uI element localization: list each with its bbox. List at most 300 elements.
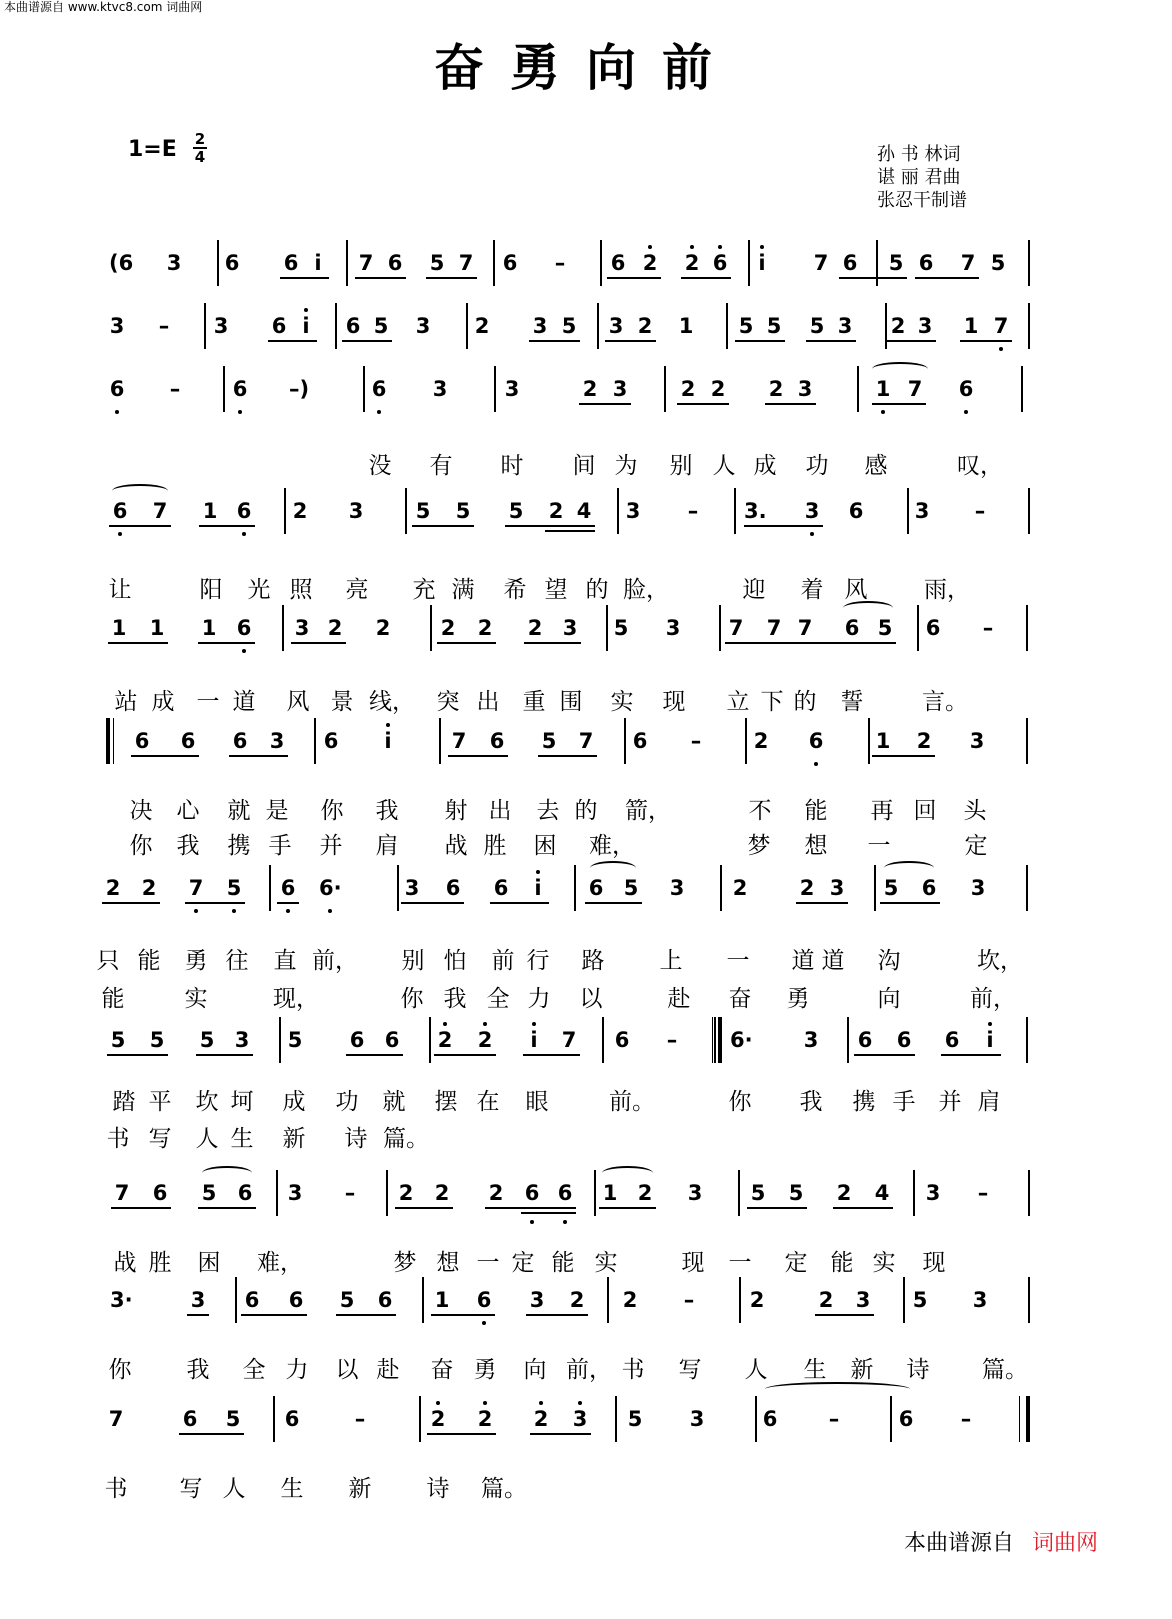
octave-down-dot bbox=[242, 532, 246, 536]
note bbox=[675, 313, 697, 339]
beat-underline bbox=[941, 1054, 1001, 1056]
note bbox=[610, 615, 632, 641]
note-digit: 4 bbox=[576, 499, 592, 523]
time-numerator: 2 bbox=[194, 130, 206, 148]
repeat-start-barline bbox=[106, 718, 110, 764]
note bbox=[131, 728, 153, 754]
note-digit: 6 bbox=[921, 876, 937, 900]
lyric-char: 实 bbox=[610, 689, 634, 715]
lyric-char: 携 bbox=[852, 1089, 876, 1115]
beat-underline bbox=[530, 1433, 591, 1435]
lyric-char: 雨， bbox=[924, 577, 970, 603]
note bbox=[431, 1180, 453, 1206]
note bbox=[549, 250, 571, 276]
lyric-char: 摆 bbox=[434, 1089, 458, 1115]
note-digit: 2 bbox=[477, 616, 493, 640]
note bbox=[915, 250, 937, 276]
note bbox=[852, 1287, 874, 1313]
note-digit: – bbox=[158, 314, 170, 338]
note-digit: – bbox=[554, 251, 566, 275]
beat-underline bbox=[524, 642, 581, 644]
note bbox=[967, 875, 989, 901]
lyric-char: 在 bbox=[476, 1089, 500, 1115]
note bbox=[559, 615, 581, 641]
lyric-char: 现 bbox=[681, 1250, 705, 1276]
lyric-char: 回 bbox=[913, 798, 937, 824]
lyric-char: 一 bbox=[726, 948, 750, 974]
bar-line bbox=[664, 366, 666, 412]
beat-underline bbox=[431, 1314, 495, 1316]
note-digit: 5 bbox=[883, 876, 899, 900]
lyric-char: 一 bbox=[196, 689, 220, 715]
lyric-char: 往 bbox=[225, 948, 249, 974]
lyric-char: 不 bbox=[748, 798, 772, 824]
bar-line bbox=[847, 1017, 849, 1063]
lyric-char: 前， bbox=[566, 1357, 612, 1383]
note-digit: 6 bbox=[610, 251, 626, 275]
beat-underline bbox=[607, 277, 661, 279]
beat-underline bbox=[545, 530, 595, 532]
bar-line bbox=[857, 366, 859, 412]
note bbox=[796, 875, 818, 901]
octave-up-dot bbox=[304, 308, 308, 312]
note-digit: 6 bbox=[898, 1407, 914, 1431]
note-digit: 2 bbox=[732, 876, 748, 900]
lyric-char-verse2: 你 bbox=[400, 986, 424, 1012]
note bbox=[210, 313, 232, 339]
note bbox=[966, 728, 988, 754]
note-digit: 2 bbox=[582, 377, 598, 401]
note bbox=[751, 250, 773, 276]
note bbox=[355, 250, 377, 276]
note bbox=[233, 498, 255, 524]
beat-underline bbox=[395, 1207, 453, 1209]
note bbox=[639, 250, 661, 276]
note-digit: 1 bbox=[963, 314, 979, 338]
lyric-char: 能 bbox=[137, 948, 161, 974]
beat-underline bbox=[915, 277, 979, 279]
lyric-char: 迎 bbox=[742, 577, 766, 603]
bar-line bbox=[597, 303, 599, 349]
note-digit: 6 bbox=[280, 876, 296, 900]
note-digit: – bbox=[169, 377, 181, 401]
note-digit: 4 bbox=[874, 1181, 890, 1205]
beat-underline bbox=[735, 340, 785, 342]
note-digit: 6 bbox=[844, 616, 860, 640]
lyric-char-verse2: 我 bbox=[443, 986, 467, 1012]
lyric-char: 重 bbox=[522, 689, 546, 715]
note-digit: 5 bbox=[226, 876, 242, 900]
beat-underline bbox=[872, 403, 926, 405]
note-digit: 6 bbox=[109, 377, 125, 401]
note bbox=[913, 728, 935, 754]
beat-underline bbox=[342, 340, 392, 342]
octave-down-dot bbox=[881, 410, 885, 414]
lyric-char: 脸， bbox=[623, 577, 669, 603]
bar-line bbox=[422, 1277, 424, 1323]
note bbox=[684, 1180, 706, 1206]
lyric-char-verse2: 一 bbox=[867, 833, 891, 859]
lyric-char: 功 bbox=[335, 1089, 359, 1115]
bar-line bbox=[276, 1170, 278, 1216]
bar-line bbox=[1028, 488, 1030, 534]
note bbox=[682, 498, 704, 524]
note-digit: i bbox=[986, 1028, 994, 1052]
lyric-char: 道 bbox=[821, 948, 845, 974]
note-digit: 6 bbox=[283, 251, 299, 275]
beat-underline bbox=[747, 1207, 807, 1209]
note bbox=[289, 498, 311, 524]
beat-underline bbox=[505, 525, 595, 527]
note-digit: 6 bbox=[502, 251, 518, 275]
beat-underline bbox=[872, 755, 935, 757]
note-digit: 2 bbox=[890, 314, 906, 338]
note bbox=[523, 1027, 545, 1053]
lyric-char: 生 bbox=[280, 1476, 304, 1502]
note bbox=[960, 313, 982, 339]
beat-underline bbox=[887, 340, 936, 342]
lyric-char-verse2: 困 bbox=[533, 833, 557, 859]
lyric-char: 能 bbox=[830, 1250, 854, 1276]
note bbox=[806, 313, 828, 339]
note bbox=[909, 1287, 931, 1313]
note-digit: 7 bbox=[813, 251, 829, 275]
lyric-char: 充 bbox=[412, 577, 436, 603]
note bbox=[681, 250, 703, 276]
bar-line bbox=[493, 240, 495, 286]
note-digit: 5 bbox=[149, 1028, 165, 1052]
note-digit: 7 bbox=[578, 729, 594, 753]
beat-underline bbox=[187, 1314, 209, 1316]
lyric-char: 肩 bbox=[977, 1089, 1001, 1115]
note-digit: 2 bbox=[548, 499, 564, 523]
note-digit: 6 bbox=[958, 377, 974, 401]
lyric-char-verse2: 勇 bbox=[786, 986, 810, 1012]
note-digit: 5 bbox=[788, 1181, 804, 1205]
lyric-char-verse2: 能 bbox=[101, 986, 125, 1012]
note bbox=[521, 1180, 543, 1206]
lyric-char: 出 bbox=[488, 798, 512, 824]
note bbox=[345, 498, 367, 524]
note bbox=[455, 250, 477, 276]
beat-underline bbox=[529, 340, 580, 342]
bar-line bbox=[720, 865, 722, 911]
lyric-char: 书 bbox=[104, 1476, 128, 1502]
bar-line bbox=[1026, 718, 1028, 764]
note-digit: 3 bbox=[665, 616, 681, 640]
note-digit: 6 bbox=[557, 1181, 573, 1205]
lyric-char: 突 bbox=[436, 689, 460, 715]
note bbox=[223, 875, 245, 901]
lyric-char: 前 bbox=[491, 948, 515, 974]
beat-underline bbox=[437, 642, 496, 644]
note bbox=[841, 615, 863, 641]
lyric-char: 眼 bbox=[525, 1089, 549, 1115]
note-digit: 1 bbox=[434, 1288, 450, 1312]
note bbox=[199, 498, 221, 524]
note bbox=[284, 1027, 306, 1053]
note-digit: 1 bbox=[678, 314, 694, 338]
note-digit: 3 bbox=[972, 1288, 988, 1312]
lyric-char: 手 bbox=[892, 1089, 916, 1115]
note bbox=[372, 615, 394, 641]
note-digit: – bbox=[974, 499, 986, 523]
note bbox=[558, 313, 580, 339]
note bbox=[661, 1027, 683, 1053]
note bbox=[624, 1406, 646, 1432]
lyric-char: 成 bbox=[282, 1089, 306, 1115]
note-digit: 5 bbox=[912, 1288, 928, 1312]
bar-line bbox=[269, 865, 271, 911]
bar-line bbox=[466, 303, 468, 349]
bar-line bbox=[885, 303, 887, 349]
lyric-char: 写 bbox=[179, 1476, 203, 1502]
bar-line bbox=[748, 240, 750, 286]
note-digit: 5 bbox=[201, 1181, 217, 1205]
note-digit: (6 bbox=[109, 251, 134, 275]
lyric-char: 是 bbox=[265, 798, 289, 824]
lyric-char-verse2: 生 bbox=[230, 1126, 254, 1152]
lyric-char: 我 bbox=[186, 1357, 210, 1383]
octave-down-dot bbox=[232, 909, 236, 913]
note-digit: 2 bbox=[684, 251, 700, 275]
note-digit: 7 bbox=[797, 616, 813, 640]
octave-down-dot bbox=[286, 909, 290, 913]
source-text: 本曲谱源自 bbox=[904, 1531, 1015, 1556]
note bbox=[566, 1287, 588, 1313]
note bbox=[763, 615, 785, 641]
note-digit: 3 bbox=[572, 1407, 588, 1431]
octave-up-dot bbox=[988, 1022, 992, 1026]
note bbox=[904, 376, 926, 402]
lyric-char: 力 bbox=[285, 1357, 309, 1383]
note bbox=[106, 376, 128, 402]
lyric-char-verse2: 向 bbox=[877, 986, 901, 1012]
note bbox=[442, 875, 464, 901]
note bbox=[810, 250, 832, 276]
note bbox=[164, 376, 186, 402]
octave-down-dot bbox=[530, 1220, 534, 1224]
note-digit: 3 bbox=[829, 876, 845, 900]
note bbox=[146, 1027, 168, 1053]
bar-line bbox=[494, 366, 496, 412]
lyric-char: 你 bbox=[108, 1357, 132, 1383]
note-digit: 6 bbox=[182, 1407, 198, 1431]
note-digit: i bbox=[530, 1028, 538, 1052]
lyric-char: 头 bbox=[963, 798, 987, 824]
note bbox=[490, 875, 512, 901]
lyric-char: 定 bbox=[784, 1250, 808, 1276]
note bbox=[370, 313, 392, 339]
lyric-char-verse2: 奋 bbox=[728, 986, 752, 1012]
note-digit: 6 bbox=[224, 251, 240, 275]
lyric-char: 感 bbox=[864, 453, 888, 479]
bar-line bbox=[600, 240, 602, 286]
slur-tie bbox=[884, 861, 934, 875]
note-digit: 3 bbox=[234, 1028, 250, 1052]
lyric-char: 道 bbox=[791, 948, 815, 974]
note-digit: 5 bbox=[339, 1288, 355, 1312]
lyric-char: 希 bbox=[503, 577, 527, 603]
note-digit: 6 bbox=[244, 1288, 260, 1312]
note-digit: 6 bbox=[896, 1028, 912, 1052]
beat-underline bbox=[229, 755, 288, 757]
note bbox=[611, 1027, 633, 1053]
note bbox=[893, 1027, 915, 1053]
note-digit: 6 bbox=[476, 1288, 492, 1312]
lyric-char-verse2: 手 bbox=[268, 833, 292, 859]
note bbox=[579, 376, 601, 402]
lyric-char-verse2: 定 bbox=[964, 833, 988, 859]
octave-up-dot bbox=[718, 245, 722, 249]
bar-line bbox=[284, 488, 286, 534]
note bbox=[729, 875, 751, 901]
note bbox=[972, 1180, 994, 1206]
note-digit: 1 bbox=[202, 499, 218, 523]
note-digit: 3 bbox=[625, 499, 641, 523]
lyric-char-verse2: 力 bbox=[527, 986, 551, 1012]
note bbox=[619, 1287, 641, 1313]
time-signature bbox=[192, 131, 208, 165]
lyric-char: 言。 bbox=[922, 689, 968, 715]
beat-underline bbox=[198, 642, 255, 644]
note bbox=[452, 498, 474, 524]
note bbox=[872, 728, 894, 754]
note-digit: 3 bbox=[504, 377, 520, 401]
lyric-char: 困 bbox=[197, 1250, 221, 1276]
note-digit: 2 bbox=[916, 729, 932, 753]
note-digit: 2 bbox=[105, 876, 121, 900]
bar-line bbox=[876, 240, 878, 286]
note bbox=[108, 615, 130, 641]
note-digit: 5 bbox=[455, 499, 471, 523]
octave-up-dot bbox=[536, 870, 540, 874]
lyric-char: 现 bbox=[922, 1250, 946, 1276]
lyric-char: 成 bbox=[151, 689, 175, 715]
note bbox=[801, 498, 823, 524]
lyric-char: 篇。 bbox=[982, 1357, 1028, 1383]
note bbox=[339, 1180, 361, 1206]
bar-line bbox=[335, 303, 337, 349]
note bbox=[229, 728, 251, 754]
note bbox=[474, 615, 496, 641]
lyric-char: 人 bbox=[222, 1476, 246, 1502]
lyric-char: 新 bbox=[348, 1476, 372, 1502]
note-digit: 2 bbox=[375, 616, 391, 640]
note-digit: 6 bbox=[232, 729, 248, 753]
repeat-end-barline bbox=[718, 1017, 722, 1063]
octave-down-dot bbox=[814, 762, 818, 766]
beat-underline bbox=[198, 1207, 256, 1209]
note bbox=[763, 313, 785, 339]
lyric-char: 篇。 bbox=[481, 1476, 527, 1502]
lyric-char: 勇 bbox=[184, 948, 208, 974]
note-digit: 7 bbox=[358, 251, 374, 275]
octave-down-dot bbox=[377, 410, 381, 414]
beat-underline bbox=[196, 1054, 253, 1056]
lyric-char: 坎 bbox=[195, 1089, 219, 1115]
note bbox=[342, 313, 364, 339]
note bbox=[529, 313, 551, 339]
note-digit: 2 bbox=[527, 616, 543, 640]
note bbox=[609, 376, 631, 402]
slur-tie bbox=[112, 484, 168, 498]
note-digit: 2 bbox=[680, 377, 696, 401]
note bbox=[599, 1180, 621, 1206]
slur-tie bbox=[872, 362, 928, 376]
source-watermark-bottom bbox=[904, 1530, 1098, 1558]
note-digit: 5 bbox=[508, 499, 524, 523]
note bbox=[545, 498, 567, 524]
credit-transcriber: 张忍干制谱 bbox=[877, 190, 967, 211]
note bbox=[177, 728, 199, 754]
note bbox=[320, 728, 342, 754]
note bbox=[922, 615, 944, 641]
note-digit: 3 bbox=[837, 314, 853, 338]
note bbox=[346, 1027, 368, 1053]
lyric-char-verse2: 篇。 bbox=[383, 1126, 429, 1152]
beat-underline bbox=[185, 902, 245, 904]
note-digit: 3 bbox=[348, 499, 364, 523]
note-digit: 3· bbox=[110, 1288, 133, 1312]
bar-line bbox=[1028, 240, 1030, 286]
note bbox=[381, 1027, 403, 1053]
lyric-char: 怕 bbox=[443, 948, 467, 974]
note bbox=[324, 615, 346, 641]
note-digit: – bbox=[690, 729, 702, 753]
note-digit: 3 bbox=[914, 499, 930, 523]
lyric-char-verse2: 人 bbox=[195, 1126, 219, 1152]
note-digit: 5 bbox=[373, 314, 389, 338]
note bbox=[473, 1287, 495, 1313]
octave-down-dot bbox=[242, 649, 246, 653]
beat-underline bbox=[401, 902, 464, 904]
note bbox=[336, 1287, 358, 1313]
note-digit: 7 bbox=[766, 616, 782, 640]
note-digit: 6 bbox=[134, 729, 150, 753]
lyric-char: 胜 bbox=[148, 1250, 172, 1276]
note-digit: 6 bbox=[493, 876, 509, 900]
note-digit: 3 bbox=[855, 1288, 871, 1312]
note-digit: 6 bbox=[377, 1288, 393, 1312]
note-digit: 2 bbox=[327, 616, 343, 640]
note-digit: 6 bbox=[918, 251, 934, 275]
note bbox=[620, 875, 642, 901]
note-digit: 6· bbox=[319, 876, 342, 900]
bar-line bbox=[1026, 865, 1028, 911]
beat-underline bbox=[854, 1054, 915, 1056]
bar-line bbox=[314, 718, 316, 764]
note-digit: 6 bbox=[152, 1181, 168, 1205]
beat-underline bbox=[605, 340, 656, 342]
lyric-char-verse2: 诗 bbox=[344, 1126, 368, 1152]
bar-line bbox=[405, 488, 407, 534]
bar-line bbox=[739, 1277, 741, 1323]
beat-underline bbox=[346, 1054, 403, 1056]
bar-line bbox=[624, 718, 626, 764]
note bbox=[149, 1180, 171, 1206]
lyric-char: 平 bbox=[148, 1089, 172, 1115]
key-signature: 1=E bbox=[128, 137, 177, 162]
lyric-char-verse2: 赴 bbox=[667, 986, 691, 1012]
lyric-char: 没 bbox=[368, 453, 392, 479]
lyric-char-verse2: 你 bbox=[129, 833, 153, 859]
note-digit: 2 bbox=[642, 251, 658, 275]
note-digit: 5 bbox=[561, 314, 577, 338]
lyric-char: 一 bbox=[476, 1250, 500, 1276]
note bbox=[895, 1406, 917, 1432]
note-digit: 7 bbox=[451, 729, 467, 753]
